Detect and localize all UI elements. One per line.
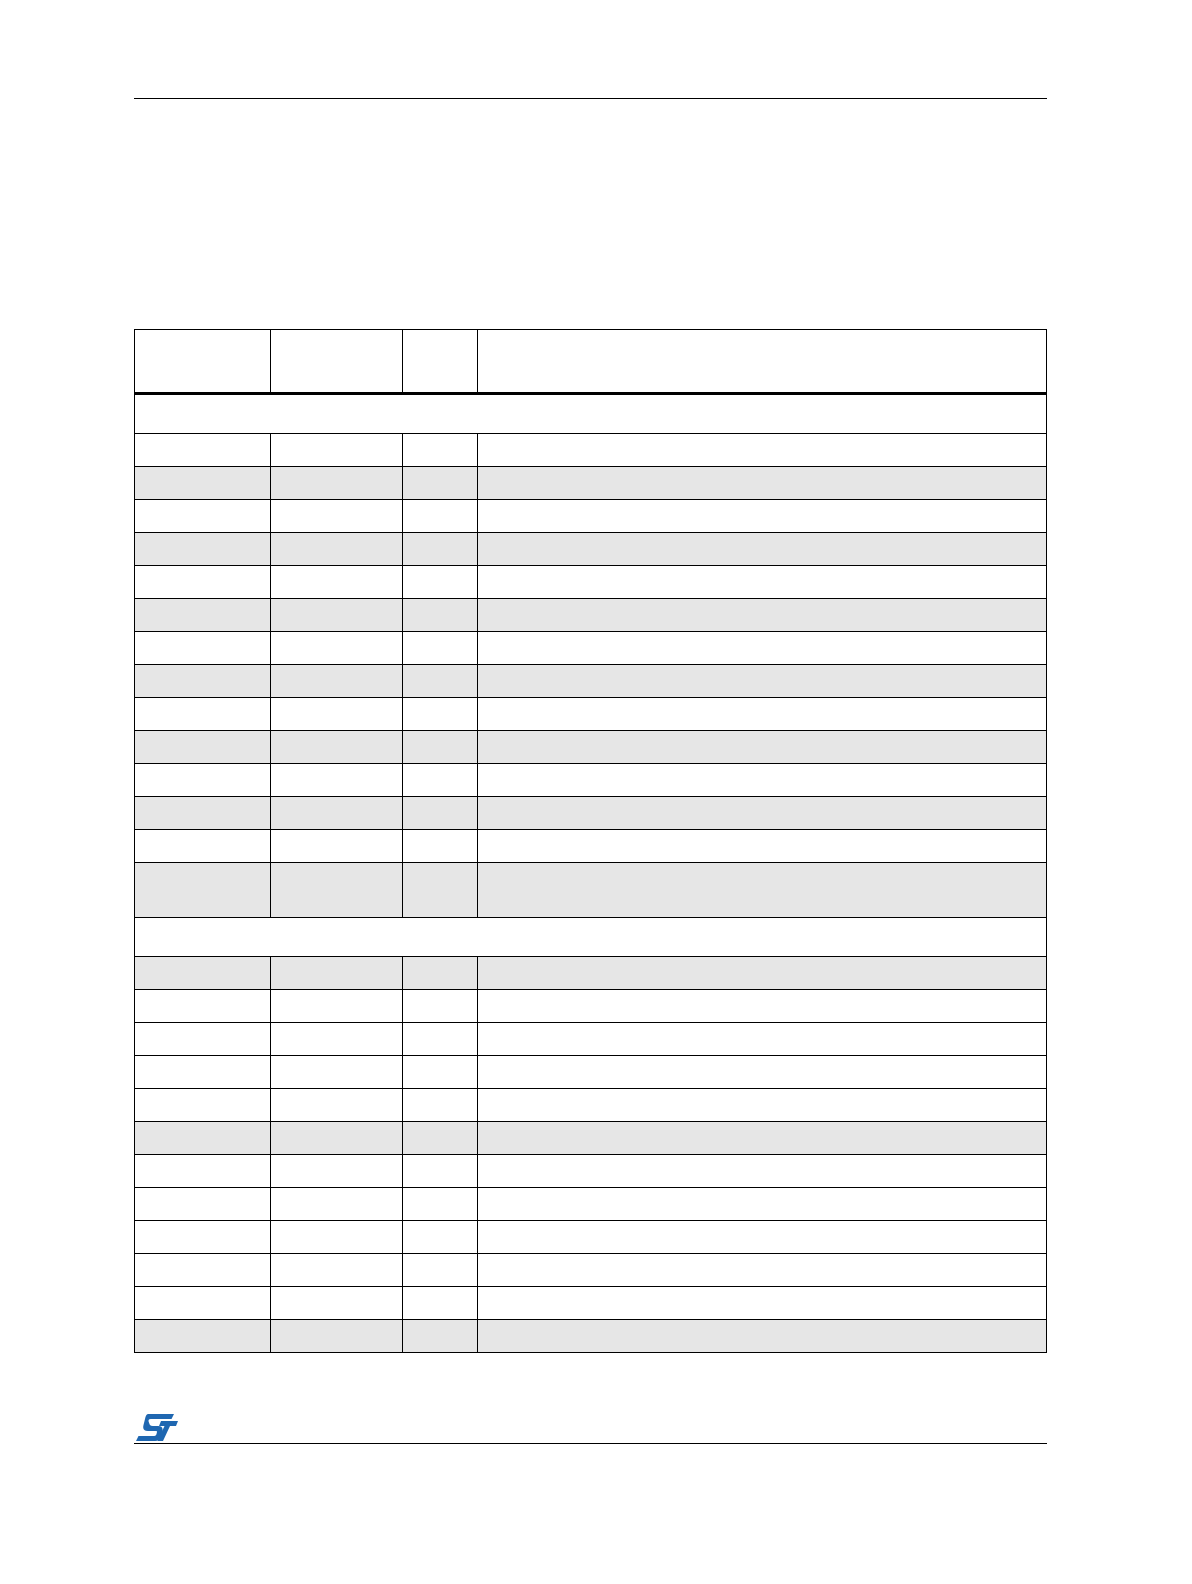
table-row xyxy=(135,731,1047,764)
table-cell xyxy=(403,1023,478,1056)
table-cell xyxy=(135,1188,271,1221)
table-cell xyxy=(478,1287,1047,1320)
table-cell xyxy=(135,1089,271,1122)
table-cell xyxy=(271,467,403,500)
table-cell xyxy=(403,1089,478,1122)
table-cell xyxy=(403,1287,478,1320)
table-cell xyxy=(478,1254,1047,1287)
table-cell xyxy=(135,1221,271,1254)
table-cell xyxy=(403,830,478,863)
table-cell xyxy=(478,500,1047,533)
table-row xyxy=(135,1122,1047,1155)
table-cell xyxy=(403,1188,478,1221)
table-cell xyxy=(271,1188,403,1221)
table-cell xyxy=(135,957,271,990)
table-cell xyxy=(271,533,403,566)
table-cell xyxy=(403,1155,478,1188)
table-cell xyxy=(135,1023,271,1056)
table-cell xyxy=(403,467,478,500)
table-cell xyxy=(478,566,1047,599)
table-row xyxy=(135,957,1047,990)
table-cell xyxy=(403,1221,478,1254)
table-row xyxy=(135,632,1047,665)
column-header xyxy=(403,330,478,394)
table-cell xyxy=(403,957,478,990)
table-cell xyxy=(403,1122,478,1155)
table-row xyxy=(135,1221,1047,1254)
table-cell xyxy=(135,434,271,467)
table-cell xyxy=(271,1320,403,1353)
table-cell xyxy=(403,797,478,830)
table-cell xyxy=(135,632,271,665)
column-header xyxy=(135,330,271,394)
table-row xyxy=(135,1155,1047,1188)
table-cell xyxy=(271,1287,403,1320)
table-cell xyxy=(271,1089,403,1122)
table-row xyxy=(135,533,1047,566)
table-cell xyxy=(271,599,403,632)
table-row xyxy=(135,990,1047,1023)
table-cell xyxy=(403,500,478,533)
table-cell xyxy=(271,434,403,467)
table-row xyxy=(135,698,1047,731)
table-cell xyxy=(478,533,1047,566)
section-title xyxy=(135,918,1047,957)
table-cell xyxy=(478,599,1047,632)
table-cell xyxy=(135,1155,271,1188)
section-title xyxy=(135,394,1047,434)
table-cell xyxy=(135,830,271,863)
table-cell xyxy=(478,434,1047,467)
table-cell xyxy=(135,1320,271,1353)
table-cell xyxy=(271,1155,403,1188)
table-cell xyxy=(271,797,403,830)
table-cell xyxy=(135,665,271,698)
table-cell xyxy=(403,764,478,797)
table-cell xyxy=(403,698,478,731)
table-row xyxy=(135,1023,1047,1056)
table-cell xyxy=(478,1056,1047,1089)
table-cell xyxy=(271,1122,403,1155)
table-cell xyxy=(478,467,1047,500)
table-cell xyxy=(135,566,271,599)
table-cell xyxy=(135,533,271,566)
table-header xyxy=(135,330,1047,394)
table-cell xyxy=(135,797,271,830)
footer-rule xyxy=(134,1443,1047,1444)
table-cell xyxy=(403,434,478,467)
table-cell xyxy=(271,731,403,764)
table-cell xyxy=(403,632,478,665)
column-header xyxy=(478,330,1047,394)
table-cell xyxy=(271,1221,403,1254)
table-cell xyxy=(135,764,271,797)
table-cell xyxy=(478,990,1047,1023)
table-cell xyxy=(478,764,1047,797)
table-row xyxy=(135,1320,1047,1353)
table-cell xyxy=(403,1056,478,1089)
table-cell xyxy=(478,830,1047,863)
section-row xyxy=(135,918,1047,957)
section-row xyxy=(135,394,1047,434)
table-cell xyxy=(271,665,403,698)
table-cell xyxy=(135,1122,271,1155)
table-cell xyxy=(478,1155,1047,1188)
table-row xyxy=(135,1287,1047,1320)
table-row xyxy=(135,1056,1047,1089)
table-row xyxy=(135,599,1047,632)
table-cell xyxy=(403,665,478,698)
table-cell xyxy=(271,957,403,990)
table-row xyxy=(135,797,1047,830)
table-row xyxy=(135,665,1047,698)
table-cell xyxy=(271,566,403,599)
table-row xyxy=(135,1188,1047,1221)
table-cell xyxy=(271,990,403,1023)
table-cell xyxy=(403,990,478,1023)
table-cell xyxy=(403,1254,478,1287)
table-row xyxy=(135,566,1047,599)
table-cell xyxy=(403,731,478,764)
table-cell xyxy=(271,698,403,731)
table-cell xyxy=(478,1221,1047,1254)
table-cell xyxy=(478,797,1047,830)
header-rule xyxy=(134,98,1047,99)
table-cell xyxy=(135,863,271,918)
table-cell xyxy=(478,1188,1047,1221)
table-row xyxy=(135,1089,1047,1122)
table-cell xyxy=(478,957,1047,990)
table-cell xyxy=(478,632,1047,665)
table-cell xyxy=(478,1023,1047,1056)
table-cell xyxy=(403,566,478,599)
table-cell xyxy=(478,698,1047,731)
table-cell xyxy=(135,990,271,1023)
table-cell xyxy=(478,1320,1047,1353)
table-row xyxy=(135,500,1047,533)
table-cell xyxy=(271,1023,403,1056)
table-cell xyxy=(271,500,403,533)
table-header-row xyxy=(135,330,1047,394)
table-cell xyxy=(271,632,403,665)
table-cell xyxy=(271,863,403,918)
table-cell xyxy=(135,1287,271,1320)
table-cell xyxy=(403,533,478,566)
table-cell xyxy=(135,698,271,731)
table-cell xyxy=(135,599,271,632)
table-cell xyxy=(403,1320,478,1353)
table-row xyxy=(135,863,1047,918)
table-row xyxy=(135,764,1047,797)
table-cell xyxy=(271,1254,403,1287)
table-cell xyxy=(478,1122,1047,1155)
table-body xyxy=(135,394,1047,1353)
data-table xyxy=(134,329,1047,1353)
table-cell xyxy=(271,764,403,797)
table-cell xyxy=(478,863,1047,918)
table-cell xyxy=(478,731,1047,764)
table-cell xyxy=(135,467,271,500)
table-row xyxy=(135,467,1047,500)
table-cell xyxy=(135,731,271,764)
column-header xyxy=(271,330,403,394)
table-cell xyxy=(271,830,403,863)
table-cell xyxy=(135,500,271,533)
table-cell xyxy=(478,665,1047,698)
table-cell xyxy=(478,1089,1047,1122)
table-row xyxy=(135,830,1047,863)
table-cell xyxy=(135,1056,271,1089)
st-logo-icon xyxy=(134,1412,180,1442)
table-row xyxy=(135,1254,1047,1287)
table-cell xyxy=(135,1254,271,1287)
table-row xyxy=(135,434,1047,467)
table-cell xyxy=(271,1056,403,1089)
table-cell xyxy=(403,599,478,632)
table-cell xyxy=(403,863,478,918)
